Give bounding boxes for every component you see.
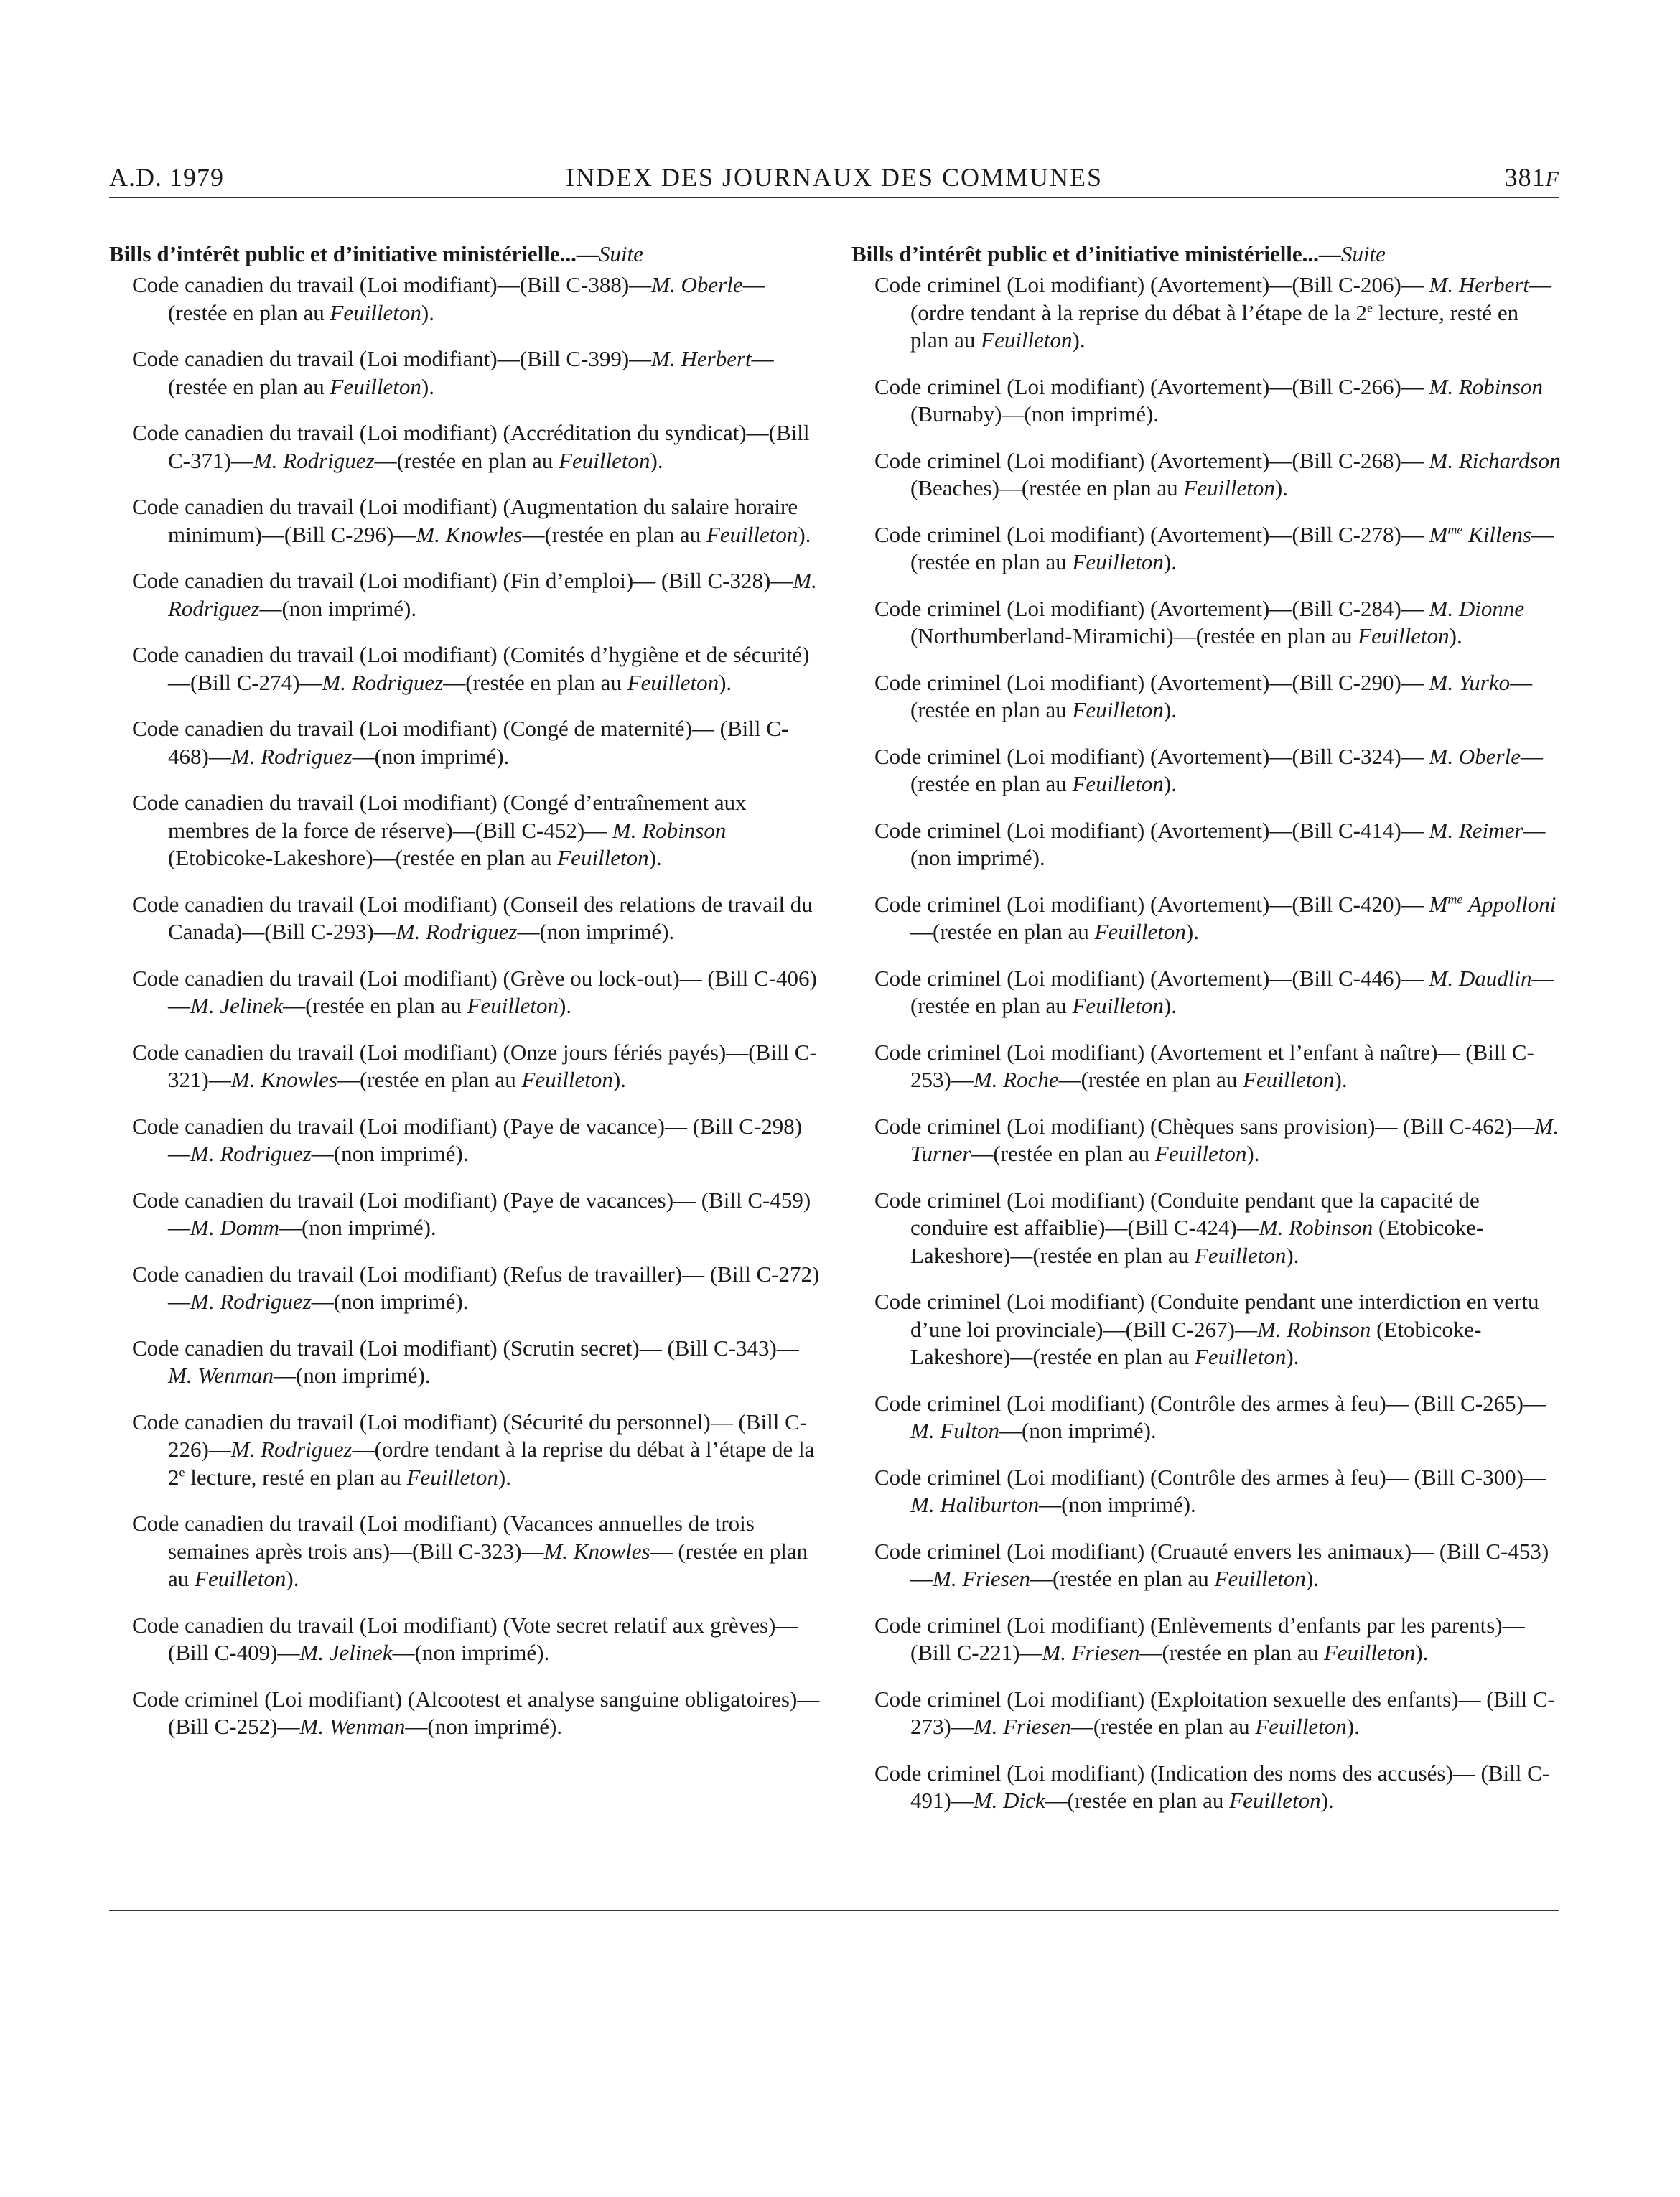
index-entry: Code canadien du travail (Loi modifiant) (Fin d’emploi)— (Bill C-328)—M. Rodriguez—(non imprimé). <box>132 568 817 621</box>
index-entry: Code criminel (Loi modifiant) (Avortement)—(Bill C-268)— M. Richardson (Beaches)—(restée en plan au Feuilleton). <box>874 447 1561 500</box>
index-entry: Code criminel (Loi modifiant) (Avortement)—(Bill C-206)— M. Herbert—(ordre tendant à la reprise du débat à l’étape de la 2e lecture, resté en plan au Feuilleton). <box>874 272 1552 353</box>
right-entry-list <box>851 271 1562 1815</box>
index-entry: Code criminel (Loi modifiant) (Conduite pendant que la capacité de conduire est affaiblie)—(Bill C-424)—M. Robinson (Etobicoke-Lakeshore)—(restée en plan au Feuilleton). <box>874 1187 1484 1268</box>
index-entry: Code canadien du travail (Loi modifiant) (Scrutin secret)— (Bill C-343)—M. Wenman—(non imprimé). <box>132 1335 799 1388</box>
index-entry: Code canadien du travail (Loi modifiant) (Sécurité du personnel)— (Bill C-226)—M. Rodriguez—(ordre tendant à la reprise du débat à l’étape de la 2e lecture, resté en plan au Feuilleton). <box>132 1409 815 1490</box>
section-heading: Bills d’intérêt public et d’initiative ministérielle...—Suite <box>851 241 1386 266</box>
index-entry: Code criminel (Loi modifiant) (Avortement)—(Bill C-290)— M. Yurko—(restée en plan au Feuilleton). <box>874 669 1533 722</box>
index-entry: Code canadien du travail (Loi modifiant) (Congé d’entraînement aux membres de la force de réserve)—(Bill C-452)— M. Robinson (Etobicoke-Lakeshore)—(restée en plan au Feuilleton). <box>132 790 747 870</box>
index-entry: Code criminel (Loi modifiant) (Chèques sans provision)— (Bill C-462)—M. Turner—(restée en plan au Feuilleton). <box>874 1113 1559 1166</box>
index-entry: Code criminel (Loi modifiant) (Enlèvements d’enfants par les parents)—(Bill C-221)—M. Friesen—(restée en plan au Feuilleton). <box>874 1612 1525 1665</box>
index-entry: Code criminel (Loi modifiant) (Cruauté envers les animaux)— (Bill C-453)—M. Friesen—(restée en plan au Feuilleton). <box>874 1538 1549 1591</box>
index-entry: Code canadien du travail (Loi modifiant) (Paye de vacances)— (Bill C-459)—M. Domm—(non imprimé). <box>132 1187 811 1240</box>
footer-rule <box>109 1910 1559 1911</box>
index-entry: Code canadien du travail (Loi modifiant)—(Bill C-399)—M. Herbert—(restée en plan au Feuilleton). <box>132 346 774 399</box>
index-entry: Code criminel (Loi modifiant) (Avortement)—(Bill C-446)— M. Daudlin—(restée en plan au Feuilleton). <box>874 965 1554 1018</box>
index-entry: Code criminel (Loi modifiant) (Avortement)—(Bill C-414)— M. Reimer—(non imprimé). <box>874 817 1546 870</box>
header-rule <box>109 197 1559 198</box>
left-entry-list <box>109 271 820 1741</box>
right-column <box>851 240 1562 1834</box>
header-title: INDEX DES JOURNAUX DES COMMUNES <box>565 163 1103 192</box>
index-entry: Code criminel (Loi modifiant) (Avortement)—(Bill C-324)— M. Oberle—(restée en plan au Feuilleton). <box>874 743 1543 796</box>
index-entry: Code criminel (Loi modifiant) (Exploitation sexuelle des enfants)— (Bill C-273)—M. Friesen—(restée en plan au Feuilleton). <box>874 1686 1555 1739</box>
index-entry: Code canadien du travail (Loi modifiant) (Refus de travailler)— (Bill C-272)—M. Rodriguez—(non imprimé). <box>132 1261 820 1314</box>
index-entry: Code criminel (Loi modifiant) (Avortement)—(Bill C-278)— $M^{me}$ Killens—(restée en plan au Feuilleton). <box>874 521 1554 574</box>
index-entry: Code canadien du travail (Loi modifiant) (Conseil des relations de travail du Canada)—(Bill C-293)—M. Rodriguez—(non imprimé). <box>132 891 813 944</box>
running-head <box>109 162 1559 200</box>
index-entry: Code criminel (Loi modifiant) (Avortement)—(Bill C-284)— M. Dionne (Northumberland-Miramichi)—(restée en plan au Feuilleton). <box>874 595 1525 648</box>
left-column <box>109 240 820 1760</box>
index-entry: Code canadien du travail (Loi modifiant) (Augmentation du salaire horaire minimum)—(Bill C-296)—M. Knowles—(restée en plan au Feuilleton). <box>132 494 811 547</box>
index-entry: Code canadien du travail (Loi modifiant) (Vote secret relatif aux grèves)—(Bill C-409)—M. Jelinek—(non imprimé). <box>132 1612 798 1665</box>
header-page-number: 381F <box>1504 163 1559 192</box>
header-year: A.D. 1979 <box>109 163 224 192</box>
section-heading: Bills d’intérêt public et d’initiative ministérielle...—Suite <box>109 241 643 266</box>
index-entry: Code criminel (Loi modifiant) (Avortement et l’enfant à naître)— (Bill C-253)—M. Roche—(restée en plan au Feuilleton). <box>874 1039 1534 1092</box>
index-entry: Code canadien du travail (Loi modifiant) (Paye de vacance)— (Bill C-298)—M. Rodriguez—(non imprimé). <box>132 1113 803 1166</box>
index-entry: Code criminel (Loi modifiant) (Conduite pendant une interdiction en vertu d’une loi provinciale)—(Bill C-267)—M. Robinson (Etobicoke-Lakeshore)—(restée en plan au Feuilleton). <box>874 1289 1539 1369</box>
index-entry: Code criminel (Loi modifiant) (Contrôle des armes à feu)— (Bill C-300)—M. Haliburton—(non imprimé). <box>874 1464 1546 1517</box>
index-entry: Code canadien du travail (Loi modifiant)—(Bill C-388)—M. Oberle—(restée en plan au Feuilleton). <box>132 272 765 325</box>
index-entry: Code criminel (Loi modifiant) (Contrôle des armes à feu)— (Bill C-265)—M. Fulton—(non imprimé). <box>874 1390 1546 1443</box>
index-entry: Code canadien du travail (Loi modifiant) (Accréditation du syndicat)—(Bill C-371)—M. Rodriguez—(restée en plan au Feuilleton). <box>132 420 810 473</box>
index-entry: Code canadien du travail (Loi modifiant) (Congé de maternité)— (Bill C-468)—M. Rodriguez—(non imprimé). <box>132 716 789 769</box>
index-entry: Code criminel (Loi modifiant) (Avortement)—(Bill C-266)— M. Robinson (Burnaby)—(non imprimé). <box>874 373 1543 426</box>
index-entry: Code criminel (Loi modifiant) (Avortement)—(Bill C-420)— $M^{me}$ Appolloni—(restée en plan au Feuilleton). <box>874 891 1557 944</box>
index-entry: Code canadien du travail (Loi modifiant) (Grève ou lock-out)— (Bill C-406)—M. Jelinek—(restée en plan au Feuilleton). <box>132 965 817 1018</box>
index-entry: Code criminel (Loi modifiant) (Indication des noms des accusés)— (Bill C-491)—M. Dick—(restée en plan au Feuilleton). <box>874 1760 1550 1813</box>
index-entry: Code canadien du travail (Loi modifiant) (Vacances annuelles de trois semaines après trois ans)—(Bill C-323)—M. Knowles— (restée en plan au Feuilleton). <box>132 1511 808 1591</box>
index-entry: Code canadien du travail (Loi modifiant) (Onze jours fériés payés)—(Bill C-321)—M. Knowles—(restée en plan au Feuilleton). <box>132 1039 817 1092</box>
index-entry: Code criminel (Loi modifiant) (Alcootest et analyse sanguine obligatoires)—(Bill C-252)—M. Wenman—(non imprimé). <box>132 1686 820 1739</box>
index-entry: Code canadien du travail (Loi modifiant) (Comités d’hygiène et de sécurité)—(Bill C-274)—M. Rodriguez—(restée en plan au Feuilleton). <box>132 642 810 695</box>
